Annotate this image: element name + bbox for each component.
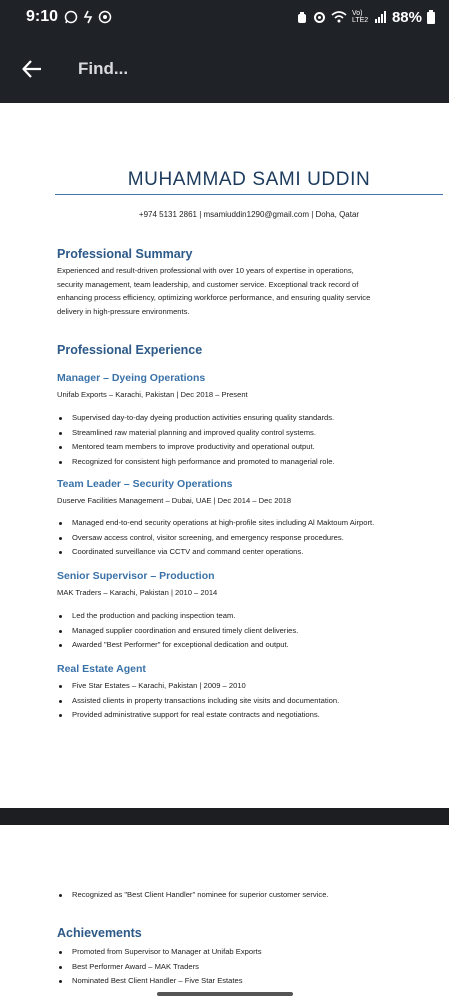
list-item: Managed end-to-end security operations at high-profile sites including Al Maktoum Airport. (57, 516, 447, 531)
network-label: Vo) LTE2 (351, 10, 369, 24)
list-item: Nominated Best Client Handler – Five Star Estates (57, 974, 447, 989)
job-bullets (57, 888, 447, 903)
achievements-heading: Achievements (57, 926, 142, 940)
home-indicator[interactable] (157, 992, 293, 996)
summary-line: Experienced and result-driven professional with over 10 years of expertise in operations, (57, 266, 354, 275)
list-item: Managed supplier coordination and ensured timely client deliveries. (57, 624, 447, 639)
list-item: Assisted clients in property transactions including site visits and documentation. (57, 694, 447, 709)
document-page-2 (0, 825, 449, 1000)
job-title: Manager – Dyeing Operations (57, 372, 206, 384)
list-item: Recognized as "Best Client Handler" nominee for superior customer service. (57, 888, 447, 903)
list-item: Streamlined raw material planning and improved quality control systems. (57, 426, 447, 441)
list-item: Best Performer Award – MAK Traders (57, 960, 447, 975)
job-bullets (57, 609, 447, 653)
name-divider (55, 194, 443, 195)
job-title: Senior Supervisor – Production (57, 570, 215, 582)
status-bar (0, 0, 449, 34)
list-item: Coordinated surveillance via CCTV and command center operations. (57, 545, 447, 560)
job-bullets (57, 516, 447, 560)
contact-line: +974 5131 2861 | msamiuddin1290@gmail.com | Doha, Qatar (138, 210, 360, 219)
signal-icon (375, 11, 387, 23)
job-meta: Unifab Exports – Karachi, Pakistan | Dec 2018 – Present (57, 390, 248, 399)
list-item: Mentored team members to improve productivity and operational output. (57, 440, 447, 455)
document-page (0, 103, 449, 808)
find-field[interactable]: Find... (78, 58, 129, 78)
list-item: Supervised day-to-day dyeing production activities ensuring quality standards. (57, 411, 447, 426)
battery-percent: 88% (391, 8, 422, 26)
sync-icon (98, 10, 112, 24)
alarm-icon (296, 11, 308, 24)
summary-line: enhancing process efficiency, optimizing workforce performance, and ensuring quality service (57, 293, 371, 302)
job-bullets (57, 679, 447, 723)
job-meta: MAK Traders – Karachi, Pakistan | 2010 – 2014 (57, 588, 218, 597)
job-title: Real Estate Agent (57, 663, 146, 675)
list-item: Led the production and packing inspection team. (57, 609, 447, 624)
summary-heading: Professional Summary (57, 247, 193, 261)
page-gap (0, 808, 449, 825)
back-button[interactable] (0, 34, 64, 103)
summary-line: delivery in high-pressure environments. (57, 306, 190, 316)
job-title: Team Leader – Security Operations (57, 478, 233, 490)
arrow-left-icon (22, 60, 42, 78)
list-item: Promoted from Supervisor to Manager at Unifab Exports (57, 945, 447, 960)
job-meta: Duserve Facilities Management – Dubai, UAE | Dec 2014 – Dec 2018 (57, 496, 292, 505)
job-bullets (57, 411, 447, 469)
resume-name: MUHAMMAD SAMI UDDIN (127, 169, 371, 190)
app-bar (0, 34, 449, 103)
status-time: 9:10 (26, 8, 59, 25)
whatsapp-icon (64, 10, 78, 24)
battery-icon (427, 10, 435, 24)
list-item: Awarded "Best Performer" for exceptional dedication and output. (57, 638, 447, 653)
list-item: Oversaw access control, visitor screening, and emergency response procedures. (57, 531, 447, 546)
achievements-list (57, 945, 447, 989)
list-item: Recognized for consistent high performance and promoted to managerial role. (57, 455, 447, 470)
experience-heading: Professional Experience (57, 343, 203, 357)
settings-icon (313, 11, 326, 24)
summary-line: security management, team leadership, and customer service. Exceptional track record of (57, 279, 359, 289)
missed-call-icon (83, 10, 93, 24)
list-item: Provided administrative support for real estate contracts and negotiations. (57, 708, 447, 723)
wifi-icon (331, 11, 347, 23)
summary-text (57, 264, 417, 318)
list-item: Five Star Estates – Karachi, Pakistan | 2009 – 2010 (57, 679, 447, 694)
